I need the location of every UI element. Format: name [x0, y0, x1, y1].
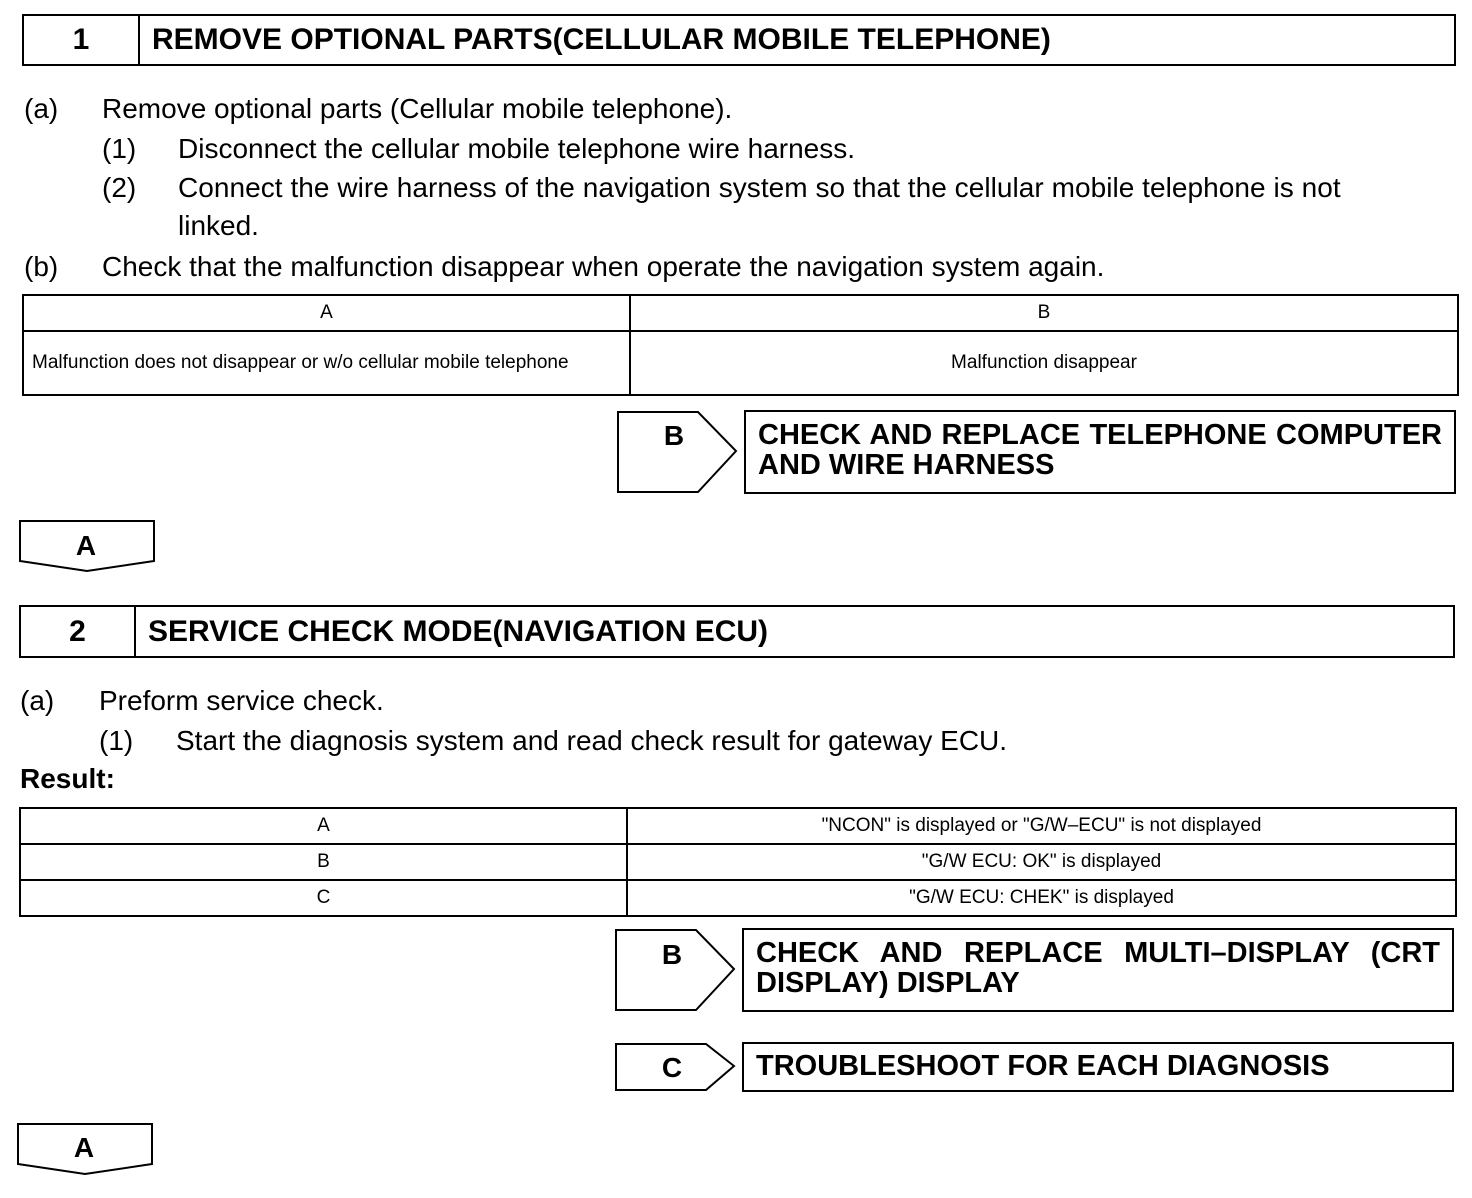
step-title: REMOVE OPTIONAL PARTS(CELLULAR MOBILE TELEPHONE): [152, 23, 1051, 56]
result-code: A: [20, 808, 627, 844]
result-label: Result:: [20, 763, 115, 794]
item-a1-label: (1): [102, 133, 137, 164]
result-desc: "NCON" is displayed or "G/W–ECU" is not displayed: [627, 808, 1456, 844]
step-number: 2: [21, 607, 136, 656]
item-a2-label: (2): [102, 172, 137, 203]
table-header-b: B: [630, 295, 1458, 331]
branch-b-tag: B: [663, 420, 685, 451]
item-a-text: Remove optional parts (Cellular mobile telephone).: [102, 93, 733, 124]
table-cell-b: Malfunction disappear: [630, 331, 1458, 395]
branch-b-tag: B: [661, 939, 683, 970]
result-desc: "G/W ECU: CHEK" is displayed: [627, 880, 1456, 916]
branch-b-action: CHECK AND REPLACE MULTI–DISPLAY (CRT DISPLAY) DISPLAY: [742, 928, 1454, 1012]
branch-c-action: TROUBLESHOOT FOR EACH DIAGNOSIS: [742, 1042, 1454, 1092]
result-code: B: [20, 844, 627, 880]
next-step-tag: A: [73, 1132, 95, 1163]
table-cell-a: Malfunction does not disappear or w/o cellular mobile telephone: [23, 331, 630, 395]
item-a-label: (a): [24, 93, 59, 124]
item-b-label: (b): [24, 251, 59, 282]
item-a1-text: Disconnect the cellular mobile telephone wire harness.: [178, 133, 856, 164]
step-title: SERVICE CHECK MODE(NAVIGATION ECU): [148, 614, 769, 648]
step-1-result-table: [22, 294, 1459, 396]
next-step-tag: A: [75, 530, 97, 561]
step-2-result-table: [19, 807, 1457, 917]
item-a2-text-line2: linked.: [178, 210, 259, 241]
branch-c-tag: C: [661, 1052, 683, 1083]
step-number: 1: [24, 16, 140, 64]
item-a2-text-line1: Connect the wire harness of the navigation system so that the cellular mobile telephone is not: [178, 172, 1341, 203]
item-a1-label: (1): [99, 725, 134, 756]
item-a-text: Preform service check.: [99, 685, 384, 716]
result-code: C: [20, 880, 627, 916]
step-2-header: [19, 605, 1455, 658]
item-a1-text: Start the diagnosis system and read check result for gateway ECU.: [176, 725, 1008, 756]
item-a-label: (a): [20, 685, 55, 716]
table-header-a: A: [23, 295, 630, 331]
branch-b-action: CHECK AND REPLACE TELEPHONE COMPUTER AND WIRE HARNESS: [744, 410, 1456, 494]
step-1-header: [22, 14, 1456, 66]
result-desc: "G/W ECU: OK" is displayed: [627, 844, 1456, 880]
item-b-text: Check that the malfunction disappear when operate the navigation system again.: [102, 251, 1105, 282]
